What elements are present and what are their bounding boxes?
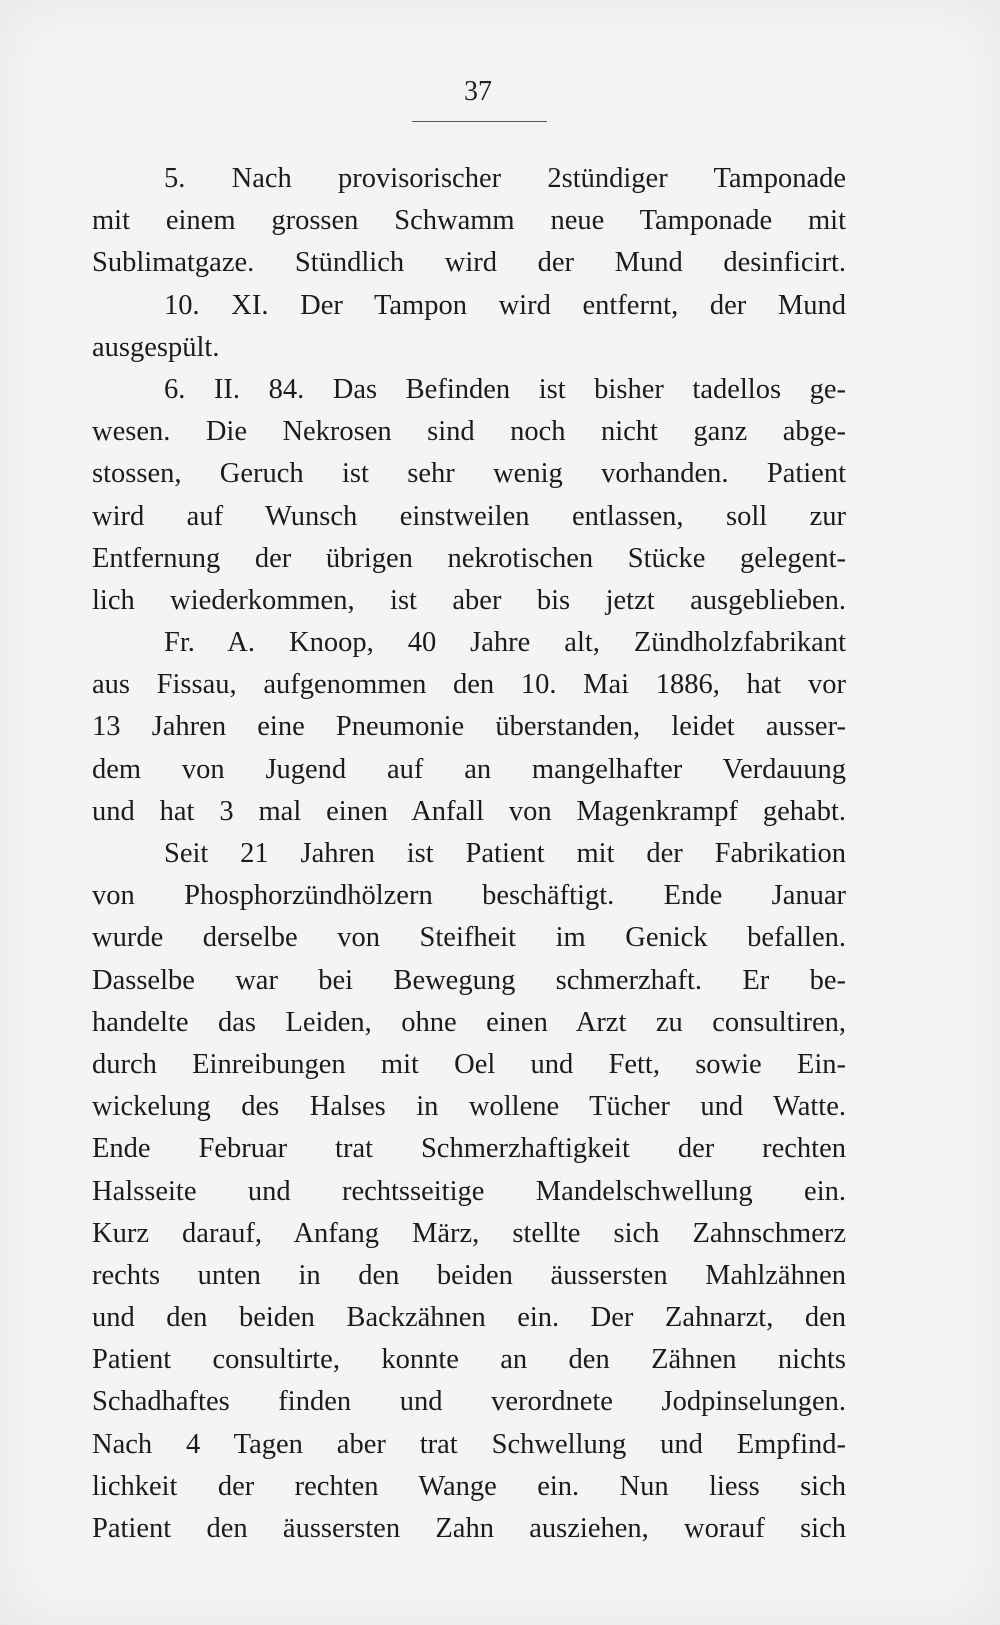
- text-line: und hat 3 mal einen Anfall von Magenkrampf gehabt.: [92, 795, 846, 827]
- text-line: Sublimatgaze. Stündlich wird der Mund desinficirt.: [92, 247, 846, 279]
- text-line: Nach 4 Tagen aber trat Schwellung und Empfind-: [92, 1428, 846, 1460]
- text-line: wesen. Die Nekrosen sind noch nicht ganz abge-: [92, 416, 846, 448]
- text-line: stossen, Geruch ist sehr wenig vorhanden. Patient: [92, 458, 846, 490]
- text-line: aus Fissau, aufgenommen den 10. Mai 1886, hat vor: [92, 669, 846, 701]
- text-line: Halsseite und rechtsseitige Mandelschwellung ein.: [92, 1175, 846, 1207]
- text-line: Fr. A. Knoop, 40 Jahre alt, Zündholzfabrikant: [164, 627, 846, 659]
- text-line: Kurz darauf, Anfang März, stellte sich Zahnschmerz: [92, 1217, 846, 1249]
- text-line: 10. XI. Der Tampon wird entfernt, der Mund: [164, 289, 846, 321]
- text-line: wickelung des Halses in wollene Tücher und Watte.: [92, 1091, 846, 1123]
- text-line: 6. II. 84. Das Befinden ist bisher tadellos ge-: [164, 373, 846, 405]
- body-text: [92, 158, 846, 1550]
- header-rule: [412, 121, 547, 122]
- text-line: mit einem grossen Schwamm neue Tamponade mit: [92, 205, 846, 237]
- text-line: Seit 21 Jahren ist Patient mit der Fabrikation: [164, 838, 846, 869]
- page-number: 37: [464, 76, 492, 107]
- text-line: durch Einreibungen mit Oel und Fett, sowie Ein-: [92, 1048, 846, 1080]
- text-line: wird auf Wunsch einstweilen entlassen, soll zur: [92, 500, 846, 532]
- text-line: wurde derselbe von Steifheit im Genick befallen.: [92, 922, 846, 954]
- text-line: Dasselbe war bei Bewegung schmerzhaft. Er be-: [92, 964, 846, 996]
- text-line: Patient den äussersten Zahn ausziehen, worauf sich: [92, 1513, 846, 1544]
- text-line: Patient consultirte, konnte an den Zähnen nichts: [92, 1344, 846, 1376]
- text-line: Entfernung der übrigen nekrotischen Stücke gelegent-: [92, 542, 846, 574]
- text-line: handelte das Leiden, ohne einen Arzt zu consultiren,: [92, 1006, 846, 1038]
- text-line: ausgespült.: [92, 331, 220, 363]
- text-line: von Phosphorzündhölzern beschäftigt. Ende Januar: [92, 880, 846, 912]
- text-line: 13 Jahren eine Pneumonie überstanden, leidet ausser-: [92, 711, 846, 743]
- text-line: und den beiden Backzähnen ein. Der Zahnarzt, den: [92, 1302, 846, 1334]
- text-line: lichkeit der rechten Wange ein. Nun liess sich: [92, 1470, 846, 1502]
- text-line: 5. Nach provisorischer 2stündiger Tamponade: [164, 163, 846, 194]
- text-line: Ende Februar trat Schmerzhaftigkeit der rechten: [92, 1133, 846, 1165]
- text-line: rechts unten in den beiden äussersten Mahlzähnen: [92, 1259, 846, 1291]
- text-line: dem von Jugend auf an mangelhafter Verdauung: [92, 753, 846, 785]
- text-line: Schadhaftes finden und verordnete Jodpinselungen.: [92, 1386, 846, 1418]
- text-line: lich wiederkommen, ist aber bis jetzt ausgeblieben.: [92, 584, 846, 616]
